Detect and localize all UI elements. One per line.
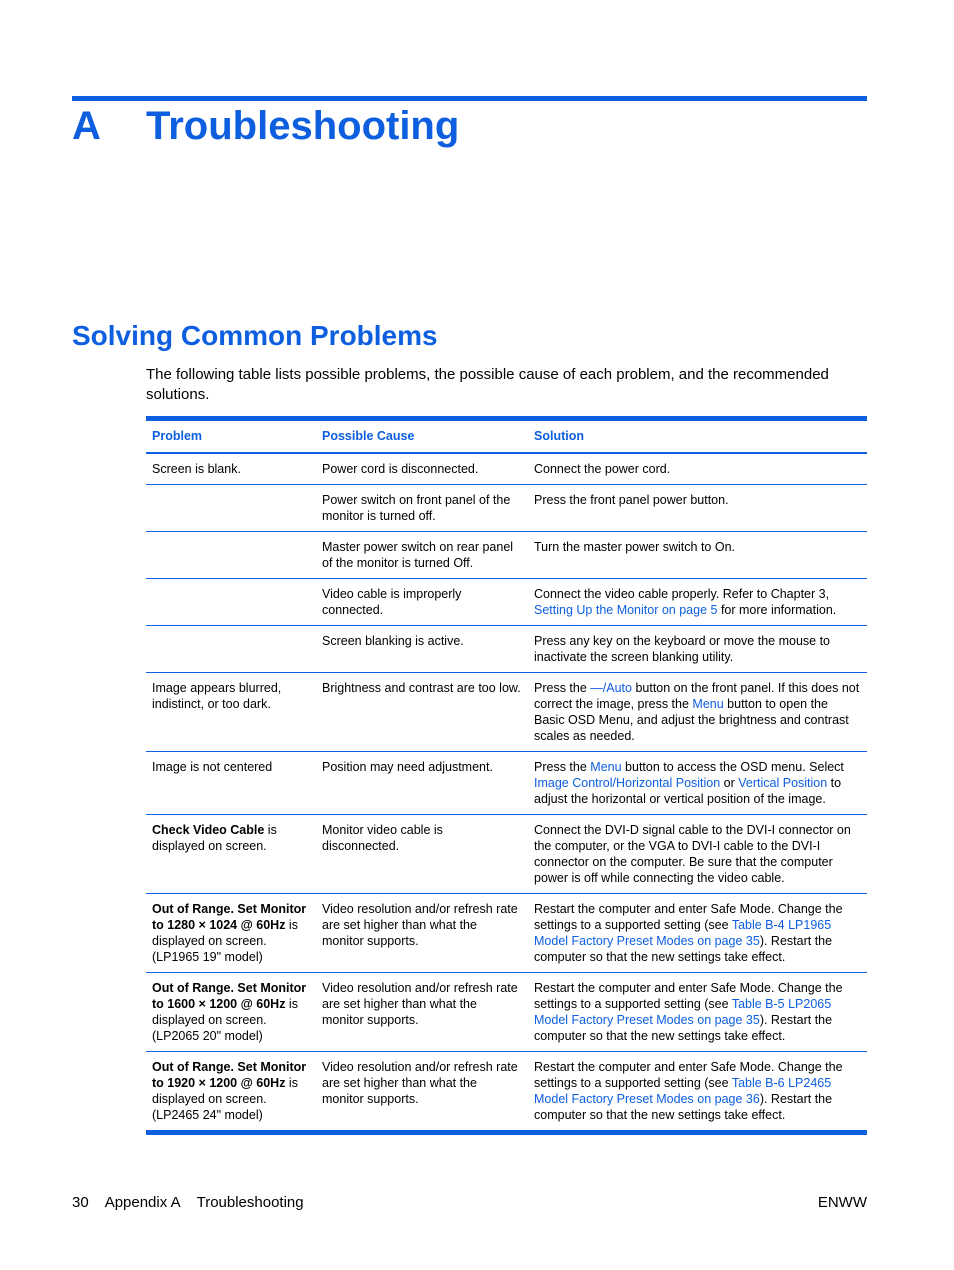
problem-message: Out of Range. Set Monitor to 1600 × 1200 @ 60Hz xyxy=(152,981,307,1011)
solution-text: button to access the OSD menu. Select xyxy=(621,760,844,774)
cause-cell: Position may need adjustment. xyxy=(322,760,493,774)
solution-text: button on the front panel. If this does not correct the image, press the xyxy=(534,681,860,711)
problem-cell xyxy=(146,973,316,1052)
cause-cell: Video resolution and/or refresh rate are set higher than what the monitor supports. xyxy=(322,981,518,1027)
cause-cell: Video resolution and/or refresh rate are set higher than what the monitor supports. xyxy=(322,902,518,948)
vertical-position-link[interactable]: Vertical Position xyxy=(738,776,828,790)
chapter-letter: A xyxy=(72,104,101,148)
header-problem: Problem xyxy=(152,429,203,443)
page-footer-left xyxy=(72,1193,320,1213)
cause-cell: Video resolution and/or refresh rate are set higher than what the monitor supports. xyxy=(322,1060,518,1106)
menu-button-link[interactable]: Menu xyxy=(692,697,724,711)
problem-cell xyxy=(146,894,316,973)
section-title: Solving Common Problems xyxy=(72,320,438,351)
solution-text: Press the xyxy=(534,760,591,774)
solution-text: Press the xyxy=(534,681,591,695)
table-b5-link[interactable]: Table B-5 LP2065 Model Factory Preset Modes on page 35 xyxy=(534,997,832,1027)
table-row xyxy=(146,579,867,626)
solution-cell xyxy=(528,894,867,973)
solution-text: Restart the computer and enter Safe Mode. Change the settings to a supported setting (see xyxy=(534,1060,843,1090)
solution-text: or xyxy=(720,776,739,790)
problem-cell xyxy=(146,579,316,626)
table-row xyxy=(146,973,867,1052)
problem-message: Out of Range. Set Monitor to 1920 × 1200 @ 60Hz xyxy=(152,1060,307,1090)
table-row xyxy=(146,815,867,894)
cause-cell: Video cable is improperly connected. xyxy=(322,587,462,617)
problem-message: Out of Range. Set Monitor to 1280 × 1024 @ 60Hz xyxy=(152,902,307,932)
solution-cell xyxy=(528,673,867,752)
problem-cell xyxy=(146,485,316,532)
solution-text: ). Restart the computer so that the new settings take effect. xyxy=(534,1013,833,1043)
solution-cell: Connect the power cord. xyxy=(534,462,671,476)
solution-cell: Press any key on the keyboard or move the mouse to inactivate the screen blanking utility. xyxy=(534,634,830,664)
troubleshooting-table-container xyxy=(146,416,867,1135)
page-number: 30 xyxy=(72,1194,89,1211)
header-solution: Solution xyxy=(534,429,584,443)
solution-cell xyxy=(528,752,867,815)
problem-cell xyxy=(146,626,316,673)
problem-cell: Image appears blurred, indistinct, or too dark. xyxy=(152,681,282,711)
table-row xyxy=(146,485,867,532)
table-row xyxy=(146,1052,867,1133)
problem-cell xyxy=(146,815,316,894)
table-row xyxy=(146,453,867,485)
horizontal-position-link[interactable]: Image Control/Horizontal Position xyxy=(534,776,721,790)
footer-doc-code: ENWW xyxy=(817,1194,867,1211)
footer-chapter-name: Troubleshooting xyxy=(196,1194,304,1211)
auto-button-link[interactable]: —/Auto xyxy=(590,681,632,695)
solution-cell: Press the front panel power button. xyxy=(534,493,729,507)
solution-text: for more information. xyxy=(717,603,837,617)
problem-cell: Image is not centered xyxy=(152,760,273,774)
problem-cell xyxy=(146,1052,316,1133)
chapter-title: Troubleshooting xyxy=(146,104,460,148)
header-possible-cause: Possible Cause xyxy=(322,429,415,443)
solution-text: Connect the video cable properly. Refer to Chapter 3, xyxy=(534,587,830,601)
table-row xyxy=(146,532,867,579)
solution-text: button to open the Basic OSD Menu, and adjust the brightness and contrast scales as needed. xyxy=(534,697,849,743)
problem-text: is displayed on screen. xyxy=(152,823,277,853)
cause-cell: Screen blanking is active. xyxy=(322,634,464,648)
table-header-row xyxy=(146,419,867,454)
setting-up-monitor-link[interactable]: Setting Up the Monitor on page 5 xyxy=(534,603,718,617)
solution-text: to adjust the horizontal or vertical position of the image. xyxy=(534,776,842,806)
problem-cell: Screen is blank. xyxy=(152,462,241,476)
solution-text: ). Restart the computer so that the new settings take effect. xyxy=(534,1092,833,1122)
table-b4-link[interactable]: Table B-4 LP1965 Model Factory Preset Modes on page 35 xyxy=(534,918,832,948)
table-row xyxy=(146,894,867,973)
cause-cell: Power switch on front panel of the monitor is turned off. xyxy=(322,493,511,523)
menu-button-link[interactable]: Menu xyxy=(590,760,622,774)
solution-cell: Connect the DVI-D signal cable to the DVI-I connector on the computer, or the VGA to DVI-I cable to the DVI-I connector on the computer. Be sure that the computer power is off while connecting the video cable. xyxy=(534,823,851,885)
solution-cell: Turn the master power switch to On. xyxy=(534,540,736,554)
table-row xyxy=(146,752,867,815)
solution-cell xyxy=(528,579,867,626)
intro-paragraph: The following table lists possible problems, the possible cause of each problem, and the recommended solutions. xyxy=(146,366,829,403)
problem-text: is displayed on screen. (LP2465 24" model) xyxy=(152,1076,298,1122)
problem-text: is displayed on screen. (LP1965 19" model) xyxy=(152,918,298,964)
problem-text: is displayed on screen. (LP2065 20" model) xyxy=(152,997,298,1043)
table-row xyxy=(146,626,867,673)
cause-cell: Monitor video cable is disconnected. xyxy=(322,823,443,853)
cause-cell: Brightness and contrast are too low. xyxy=(322,681,521,695)
cause-cell: Master power switch on rear panel of the monitor is turned Off. xyxy=(322,540,514,570)
table-b6-link[interactable]: Table B-6 LP2465 Model Factory Preset Modes on page 36 xyxy=(534,1076,832,1106)
solution-text: Restart the computer and enter Safe Mode. Change the settings to a supported setting (see xyxy=(534,981,843,1011)
troubleshooting-table xyxy=(146,416,867,1135)
solution-cell xyxy=(528,973,867,1052)
table-row xyxy=(146,673,867,752)
problem-cell xyxy=(146,532,316,579)
problem-message: Check Video Cable xyxy=(152,823,265,837)
solution-text: ). Restart the computer so that the new settings take effect. xyxy=(534,934,833,964)
solution-cell xyxy=(528,1052,867,1133)
footer-chapter-ref: Appendix A xyxy=(104,1194,181,1211)
solution-text: Restart the computer and enter Safe Mode. Change the settings to a supported setting (see xyxy=(534,902,843,932)
cause-cell: Power cord is disconnected. xyxy=(322,462,479,476)
